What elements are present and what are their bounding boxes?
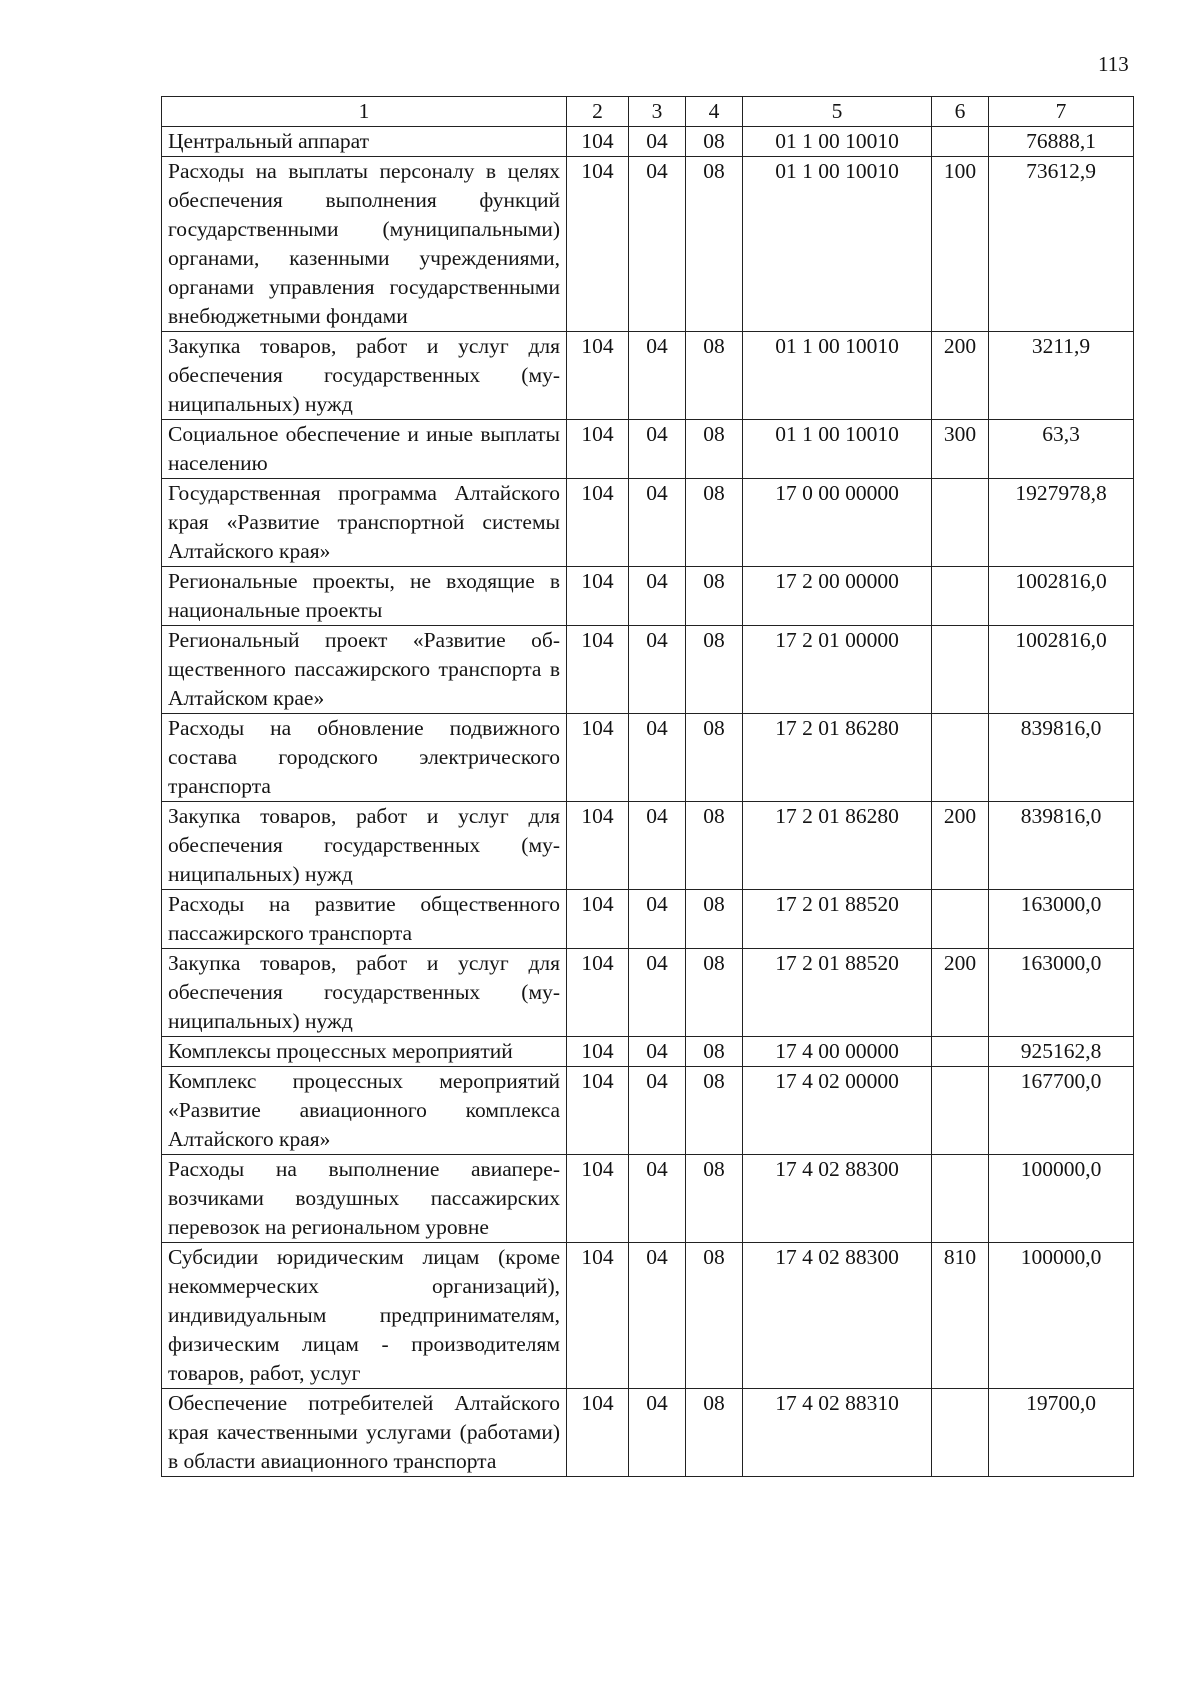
code-ministry-cell: 104 bbox=[567, 626, 629, 714]
amount-cell: 1927978,8 bbox=[989, 479, 1134, 567]
code-expense-type-cell bbox=[932, 1067, 989, 1155]
amount-cell: 63,3 bbox=[989, 420, 1134, 479]
code-target-article-cell: 17 4 02 88310 bbox=[743, 1389, 932, 1477]
code-section-cell: 04 bbox=[629, 949, 686, 1037]
column-header: 1 bbox=[162, 97, 567, 127]
amount-cell: 163000,0 bbox=[989, 890, 1134, 949]
code-ministry-cell: 104 bbox=[567, 890, 629, 949]
code-target-article-cell: 17 2 01 86280 bbox=[743, 802, 932, 890]
item-name-cell: Центральный аппарат bbox=[162, 127, 567, 157]
code-subsection-cell: 08 bbox=[686, 626, 743, 714]
amount-cell: 19700,0 bbox=[989, 1389, 1134, 1477]
table-row bbox=[162, 1243, 1134, 1389]
code-subsection-cell: 08 bbox=[686, 1243, 743, 1389]
code-subsection-cell: 08 bbox=[686, 1067, 743, 1155]
code-expense-type-cell: 300 bbox=[932, 420, 989, 479]
table-row bbox=[162, 127, 1134, 157]
code-ministry-cell: 104 bbox=[567, 157, 629, 332]
code-ministry-cell: 104 bbox=[567, 332, 629, 420]
code-section-cell: 04 bbox=[629, 1037, 686, 1067]
column-header: 5 bbox=[743, 97, 932, 127]
item-name-cell: Государственная программа Алтайского края «Развитие транспортной системы Алтайского края» bbox=[162, 479, 567, 567]
code-target-article-cell: 17 2 00 00000 bbox=[743, 567, 932, 626]
code-section-cell: 04 bbox=[629, 479, 686, 567]
column-header: 2 bbox=[567, 97, 629, 127]
code-ministry-cell: 104 bbox=[567, 1155, 629, 1243]
code-ministry-cell: 104 bbox=[567, 1243, 629, 1389]
code-expense-type-cell bbox=[932, 714, 989, 802]
code-target-article-cell: 17 4 00 00000 bbox=[743, 1037, 932, 1067]
table-row bbox=[162, 1067, 1134, 1155]
code-expense-type-cell: 810 bbox=[932, 1243, 989, 1389]
amount-cell: 76888,1 bbox=[989, 127, 1134, 157]
code-expense-type-cell bbox=[932, 1037, 989, 1067]
code-expense-type-cell bbox=[932, 127, 989, 157]
item-name-cell: Региональные проекты, не входящие в национальные проекты bbox=[162, 567, 567, 626]
column-header: 4 bbox=[686, 97, 743, 127]
code-ministry-cell: 104 bbox=[567, 1037, 629, 1067]
column-header: 3 bbox=[629, 97, 686, 127]
table-row bbox=[162, 802, 1134, 890]
code-target-article-cell: 17 2 01 88520 bbox=[743, 890, 932, 949]
code-subsection-cell: 08 bbox=[686, 420, 743, 479]
code-expense-type-cell: 200 bbox=[932, 949, 989, 1037]
code-subsection-cell: 08 bbox=[686, 890, 743, 949]
code-expense-type-cell bbox=[932, 1155, 989, 1243]
item-name-cell: Обеспечение потребителей Алтайского края качественными услугами (работами) в области авиационного транспорта bbox=[162, 1389, 567, 1477]
item-name-cell: Региональный проект «Развитие общественного пассажирского транспорта в Алтайском крае» bbox=[162, 626, 567, 714]
item-name-cell: Комплексы процессных мероприятий bbox=[162, 1037, 567, 1067]
item-name-cell: Расходы на выполнение авиаперевозчиками воздушных пассажирских перевозок на региональном уровне bbox=[162, 1155, 567, 1243]
item-name-cell: Закупка товаров, работ и услуг для обеспечения государственных (муниципальных) нужд bbox=[162, 332, 567, 420]
code-expense-type-cell: 200 bbox=[932, 332, 989, 420]
code-subsection-cell: 08 bbox=[686, 949, 743, 1037]
code-subsection-cell: 08 bbox=[686, 567, 743, 626]
code-section-cell: 04 bbox=[629, 802, 686, 890]
table-row bbox=[162, 479, 1134, 567]
item-name-cell: Закупка товаров, работ и услуг для обеспечения государственных (муниципальных) нужд bbox=[162, 949, 567, 1037]
code-section-cell: 04 bbox=[629, 1389, 686, 1477]
item-name-cell: Расходы на выплаты персоналу в целях обеспечения выполнения функций государственными (муниципальными) органами, казенными учреждениями, органами управления государственными внебюджетными фондами bbox=[162, 157, 567, 332]
item-name-cell: Расходы на обновление подвижного состава городского электрического транспорта bbox=[162, 714, 567, 802]
code-expense-type-cell bbox=[932, 567, 989, 626]
amount-cell: 100000,0 bbox=[989, 1155, 1134, 1243]
code-target-article-cell: 17 4 02 88300 bbox=[743, 1243, 932, 1389]
amount-cell: 163000,0 bbox=[989, 949, 1134, 1037]
code-section-cell: 04 bbox=[629, 157, 686, 332]
code-expense-type-cell: 200 bbox=[932, 802, 989, 890]
table-row bbox=[162, 1037, 1134, 1067]
column-header: 6 bbox=[932, 97, 989, 127]
code-ministry-cell: 104 bbox=[567, 420, 629, 479]
table-row bbox=[162, 420, 1134, 479]
code-section-cell: 04 bbox=[629, 890, 686, 949]
amount-cell: 3211,9 bbox=[989, 332, 1134, 420]
code-section-cell: 04 bbox=[629, 1155, 686, 1243]
code-section-cell: 04 bbox=[629, 420, 686, 479]
code-expense-type-cell bbox=[932, 890, 989, 949]
code-expense-type-cell bbox=[932, 626, 989, 714]
item-name-cell: Закупка товаров, работ и услуг для обеспечения государственных (муниципальных) нужд bbox=[162, 802, 567, 890]
item-name-cell: Комплекс процессных мероприятий «Развитие авиационного комплекса Алтайского края» bbox=[162, 1067, 567, 1155]
code-section-cell: 04 bbox=[629, 332, 686, 420]
code-ministry-cell: 104 bbox=[567, 1389, 629, 1477]
code-ministry-cell: 104 bbox=[567, 949, 629, 1037]
code-subsection-cell: 08 bbox=[686, 127, 743, 157]
code-target-article-cell: 17 0 00 00000 bbox=[743, 479, 932, 567]
code-section-cell: 04 bbox=[629, 714, 686, 802]
code-target-article-cell: 01 1 00 10010 bbox=[743, 420, 932, 479]
code-target-article-cell: 01 1 00 10010 bbox=[743, 127, 932, 157]
table-row bbox=[162, 714, 1134, 802]
code-target-article-cell: 17 2 01 88520 bbox=[743, 949, 932, 1037]
code-section-cell: 04 bbox=[629, 567, 686, 626]
item-name-cell: Социальное обеспечение и иные выплаты населению bbox=[162, 420, 567, 479]
budget-table bbox=[161, 96, 1134, 1477]
table-row bbox=[162, 949, 1134, 1037]
code-target-article-cell: 01 1 00 10010 bbox=[743, 332, 932, 420]
amount-cell: 839816,0 bbox=[989, 714, 1134, 802]
code-section-cell: 04 bbox=[629, 1243, 686, 1389]
item-name-cell: Расходы на развитие общественного пассажирского транспорта bbox=[162, 890, 567, 949]
code-expense-type-cell: 100 bbox=[932, 157, 989, 332]
amount-cell: 167700,0 bbox=[989, 1067, 1134, 1155]
code-subsection-cell: 08 bbox=[686, 802, 743, 890]
code-section-cell: 04 bbox=[629, 626, 686, 714]
page-number: 113 bbox=[1098, 52, 1129, 76]
table-row bbox=[162, 1389, 1134, 1477]
code-target-article-cell: 17 4 02 88300 bbox=[743, 1155, 932, 1243]
amount-cell: 1002816,0 bbox=[989, 567, 1134, 626]
code-ministry-cell: 104 bbox=[567, 1067, 629, 1155]
code-ministry-cell: 104 bbox=[567, 127, 629, 157]
code-target-article-cell: 17 4 02 00000 bbox=[743, 1067, 932, 1155]
code-ministry-cell: 104 bbox=[567, 567, 629, 626]
code-expense-type-cell bbox=[932, 479, 989, 567]
code-subsection-cell: 08 bbox=[686, 1155, 743, 1243]
code-target-article-cell: 01 1 00 10010 bbox=[743, 157, 932, 332]
code-ministry-cell: 104 bbox=[567, 479, 629, 567]
table-row bbox=[162, 890, 1134, 949]
code-expense-type-cell bbox=[932, 1389, 989, 1477]
table-row bbox=[162, 626, 1134, 714]
header-row bbox=[162, 97, 1134, 127]
table-row bbox=[162, 157, 1134, 332]
table-row bbox=[162, 332, 1134, 420]
amount-cell: 100000,0 bbox=[989, 1243, 1134, 1389]
table-row bbox=[162, 567, 1134, 626]
code-section-cell: 04 bbox=[629, 127, 686, 157]
amount-cell: 1002816,0 bbox=[989, 626, 1134, 714]
code-target-article-cell: 17 2 01 86280 bbox=[743, 714, 932, 802]
code-ministry-cell: 104 bbox=[567, 714, 629, 802]
column-header: 7 bbox=[989, 97, 1134, 127]
code-subsection-cell: 08 bbox=[686, 1037, 743, 1067]
item-name-cell: Субсидии юридическим лицам (кроме некоммерческих организаций), индивидуальным предпринимателям, физическим лицам - производителям товаров, работ, услуг bbox=[162, 1243, 567, 1389]
code-subsection-cell: 08 bbox=[686, 714, 743, 802]
code-subsection-cell: 08 bbox=[686, 1389, 743, 1477]
code-subsection-cell: 08 bbox=[686, 479, 743, 567]
table-row bbox=[162, 1155, 1134, 1243]
amount-cell: 73612,9 bbox=[989, 157, 1134, 332]
code-subsection-cell: 08 bbox=[686, 157, 743, 332]
code-target-article-cell: 17 2 01 00000 bbox=[743, 626, 932, 714]
code-ministry-cell: 104 bbox=[567, 802, 629, 890]
amount-cell: 839816,0 bbox=[989, 802, 1134, 890]
amount-cell: 925162,8 bbox=[989, 1037, 1134, 1067]
code-section-cell: 04 bbox=[629, 1067, 686, 1155]
code-subsection-cell: 08 bbox=[686, 332, 743, 420]
